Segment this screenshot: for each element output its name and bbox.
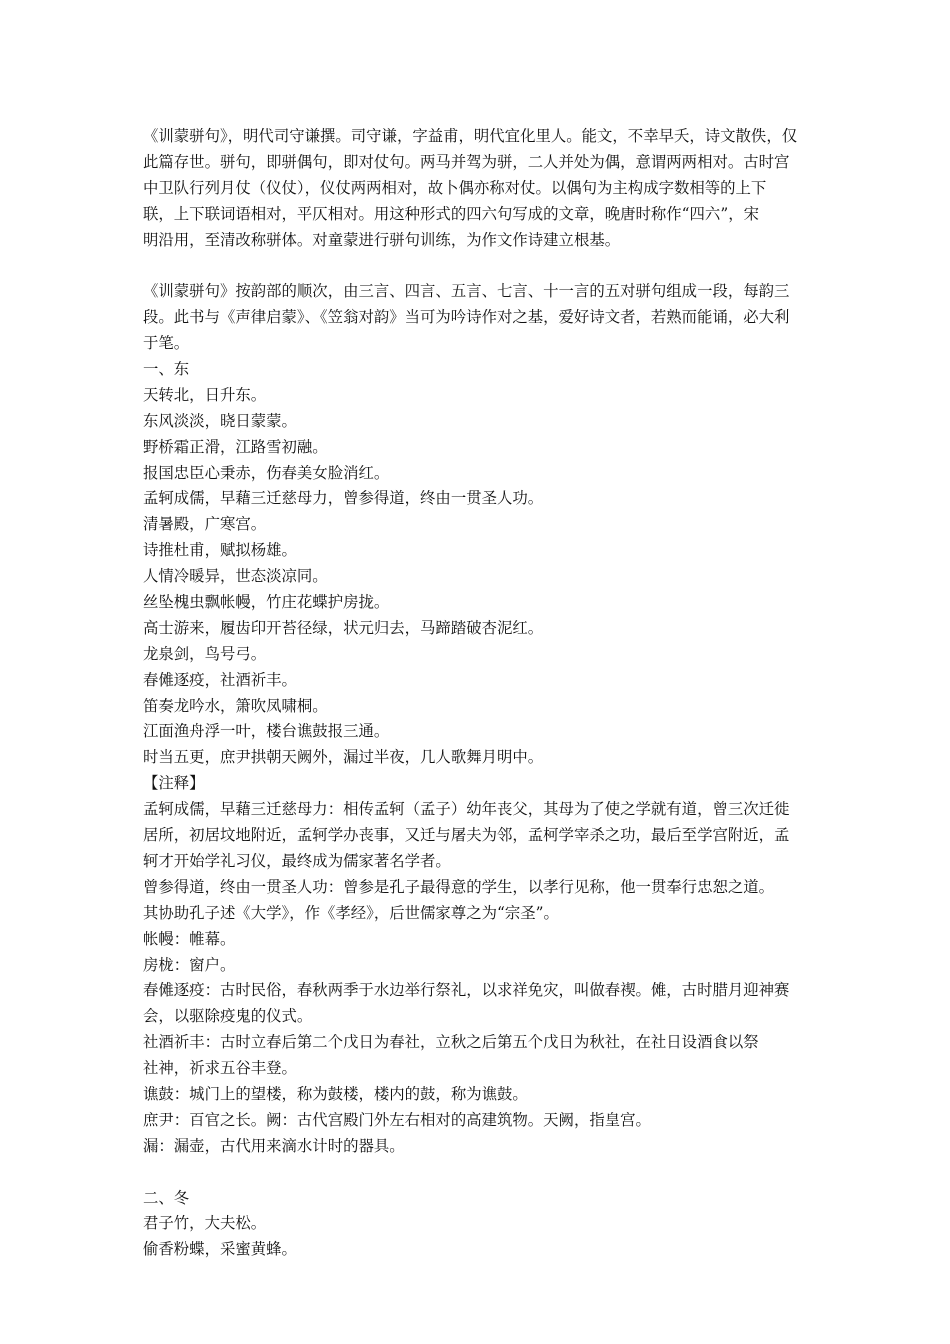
verse-line: 孟轲成儒，早藉三迁慈母力，曾参得道，终由一贯圣人功。	[143, 489, 544, 508]
verse-line: 君子竹，大夫松。	[143, 1214, 267, 1233]
verse-line: 高士游来，履齿印开苔径绿，状元归去，马蹄踏破杏泥红。	[143, 618, 544, 637]
verse-line: 清暑殿，广寒宫。	[143, 515, 267, 534]
note-line: 曾参得道，终由一贯圣人功：曾参是孔子最得意的学生，以孝行见称，他一贯奉行忠恕之道。	[143, 877, 775, 896]
note-line: 社酒祈丰：古时立春后第二个戊日为春社，立秋之后第五个戊日为秋社，在社日设酒食以祭	[143, 1033, 759, 1052]
note-line: 轲才开始学礼习仪，最终成为儒家著名学者。	[143, 851, 451, 870]
verse-line: 东风淡淡，晓日蒙蒙。	[143, 411, 297, 430]
section-heading: 二、冬	[143, 1188, 190, 1207]
document-page	[143, 124, 809, 1263]
intro2-line: 《训蒙骈句》按韵部的顺次，由三言、四言、五言、七言、十一言的五对骈句组成一段，每韵三	[143, 282, 790, 301]
note-line: 春傩逐疫：古时民俗，春秋两季于水边举行祭礼，以求祥免灾，叫做春禊。傩，古时腊月迎神赛	[143, 981, 790, 1000]
note-line: 孟轲成儒，早藉三迁慈母力：相传孟轲（孟子）幼年丧父，其母为了使之学就有道，曾三次迁徙	[143, 800, 790, 819]
note-line: 其协助孔子述《大学》，作《孝经》，后世儒家尊之为“宗圣”。	[143, 903, 559, 922]
intro2-line: 段。此书与《声律启蒙》、《笠翁对韵》当可为吟诗作对之基，爱好诗文者，若熟而能诵，必大利	[143, 308, 790, 327]
verse-line: 野桥霜正滑，江路雪初融。	[143, 437, 328, 456]
note-line: 居所，初居坟地附近，孟轲学办丧事，又迁与屠夫为邻，孟柯学宰杀之功，最后至学宫附近，孟	[143, 826, 790, 845]
section-dong	[143, 357, 809, 1160]
section-heading: 一、东	[143, 360, 190, 379]
verse-line: 偷香粉蝶，采蜜黄蜂。	[143, 1240, 297, 1259]
note-line: 社神，祈求五谷丰登。	[143, 1059, 297, 1078]
note-line: 会，以驱除疫鬼的仪式。	[143, 1007, 313, 1026]
verse-line: 天转北，日升东。	[143, 385, 267, 404]
verse-line: 诗推杜甫，赋拟杨雄。	[143, 541, 297, 560]
intro-line: 《训蒙骈句》，明代司守谦撰。司守谦，字益甫，明代宜化里人。能文，不幸早夭，诗文散佚，仅	[143, 127, 798, 145]
paragraph-gap	[143, 1160, 809, 1186]
intro-line: 联，上下联词语相对，平仄相对。用这种形式的四六句写成的文章，晚唐时称作“四六”，宋	[143, 204, 759, 223]
verse-line: 报国忠臣心秉赤，伤春美女脸消红。	[143, 463, 390, 482]
note-line: 谯鼓：城门上的望楼，称为鼓楼，楼内的鼓，称为谯鼓。	[143, 1084, 528, 1103]
intro-paragraph	[143, 124, 809, 253]
note-line: 房栊：窗户。	[143, 955, 236, 974]
note-line: 漏：漏壶，古代用来滴水计时的器具。	[143, 1136, 405, 1155]
section-dong-winter	[143, 1186, 809, 1264]
verse-line: 丝坠槐虫飘帐幔，竹庄花蝶护房拢。	[143, 593, 390, 612]
verse-line: 笛奏龙吟水，箫吹凤啸桐。	[143, 696, 328, 715]
intro-line: 明沿用，至清改称骈体。对童蒙进行骈句训练，为作文作诗建立根基。	[143, 230, 621, 249]
paragraph-gap	[143, 253, 809, 279]
note-line: 庶尹：百官之长。阙：古代宫殿门外左右相对的高建筑物。天阙，指皇宫。	[143, 1110, 651, 1129]
verse-line: 时当五更，庶尹拱朝天阙外，漏过半夜，几人歌舞月明中。	[143, 748, 544, 767]
intro-line: 此篇存世。骈句，即骈偶句，即对仗句。两马并驾为骈，二人并处为偶，意谓两两相对。古时宫	[143, 152, 790, 171]
notes-heading: 【注释】	[143, 774, 205, 793]
note-line: 帐幔：帷幕。	[143, 929, 236, 948]
intro2-line: 于笔。	[143, 334, 190, 353]
verse-line: 春傩逐疫，社酒祈丰。	[143, 670, 297, 689]
verse-line: 江面渔舟浮一叶，楼台谯鼓报三通。	[143, 722, 390, 741]
intro-line: 中卫队行列月仗（仪仗），仪仗两两相对，故卜偶亦称对仗。以偶句为主构成字数相等的上下	[143, 178, 767, 197]
verse-line: 人情冷暖异，世态淡凉同。	[143, 567, 328, 586]
intro-paragraph-2	[143, 279, 809, 357]
verse-line: 龙泉剑，鸟号弓。	[143, 644, 267, 663]
